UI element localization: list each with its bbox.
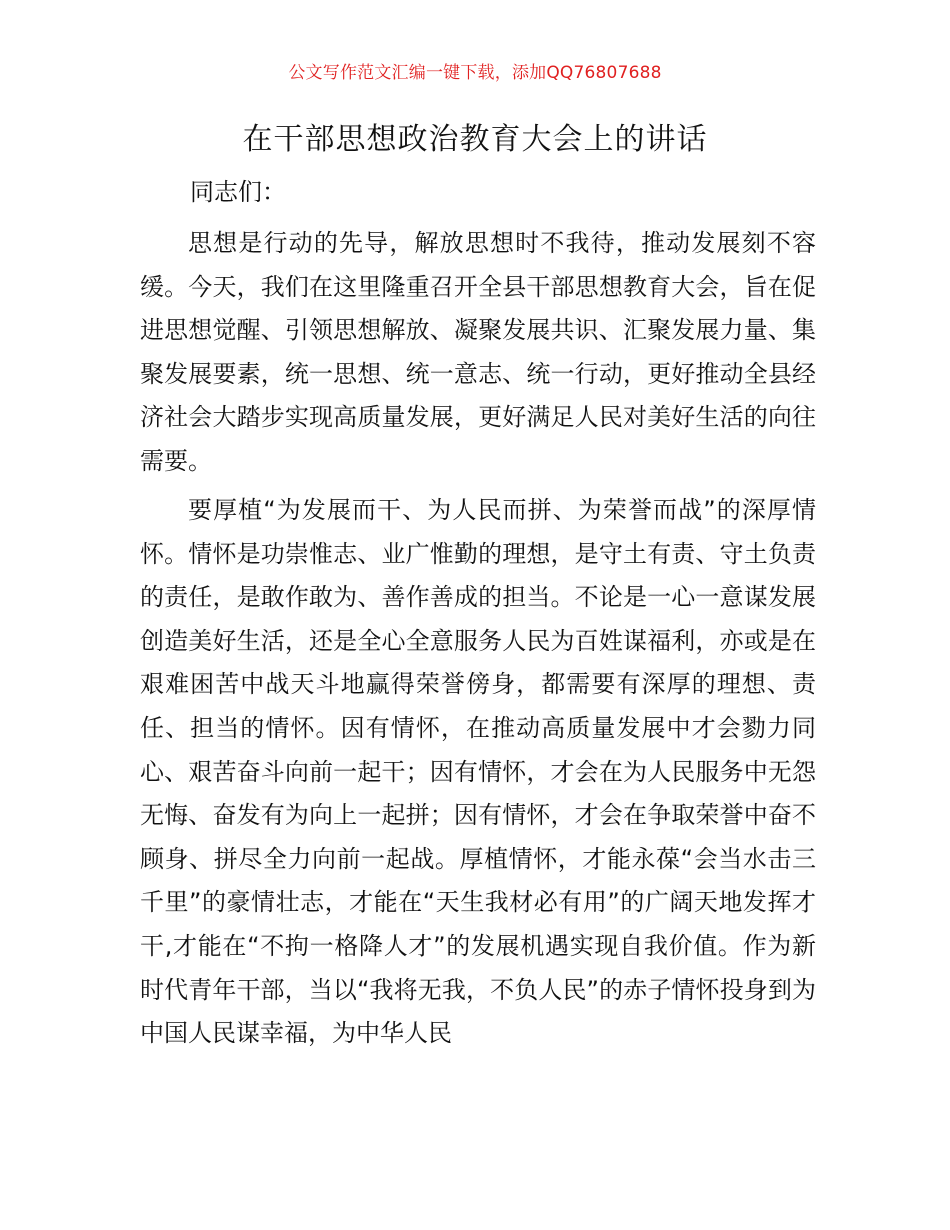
body-paragraph-1: 思想是行动的先导，解放思想时不我待，推动发展刻不容缓。今天，我们在这里隆重召开全县干部思想教育大会，旨在促进思想觉醒、引领思想解放、凝聚发展共识、汇聚发展力量、集聚发展要素，统一思想、统一意志、统一行动，更好推动全县经济社会大踏步实现高质量发展，更好满足人民对美好生活的向往需要。 [140,229,816,475]
document-title: 在干部思想政治教育大会上的讲话 [242,122,708,157]
body-paragraph-2: 要厚植“为发展而干、为人民而拼、为荣誉而战”的深厚情怀。情怀是功崇惟志、业广惟勤的理想，是守土有责、守土负责的责任，是敢作敢为、善作善成的担当。不论是一心一意谋发展创造美好生活，还是全心全意服务人民为百姓谋福利，亦或是在艰难困苦中战天斗地赢得荣誉傍身，都需要有深厚的理想、责任、担当的情怀。因有情怀，在推动高质量发展中才会勠力同心、艰苦奋斗向前一起干；因有情怀，才会在为人民服务中无怨无悔、奋发有为向上一起拼；因有情怀，才会在争取荣誉中奋不顾身、拼尽全力向前一起战。厚植情怀，才能永葆“会当水击三千里”的豪情壮志，才能在“天生我材必有用”的广阔天地发挥才干,才能在“不拘一格降人才”的发展机遇实现自我价值。作为新时代青年干部，当以“我将无我，不负人民”的赤子情怀投身到为中国人民谋幸福，为中华人民 [140,496,816,1048]
header-watermark: 公文写作范文汇编一键下载，添加QQ76807688 [288,63,662,83]
salutation: 同志们： [190,178,286,206]
